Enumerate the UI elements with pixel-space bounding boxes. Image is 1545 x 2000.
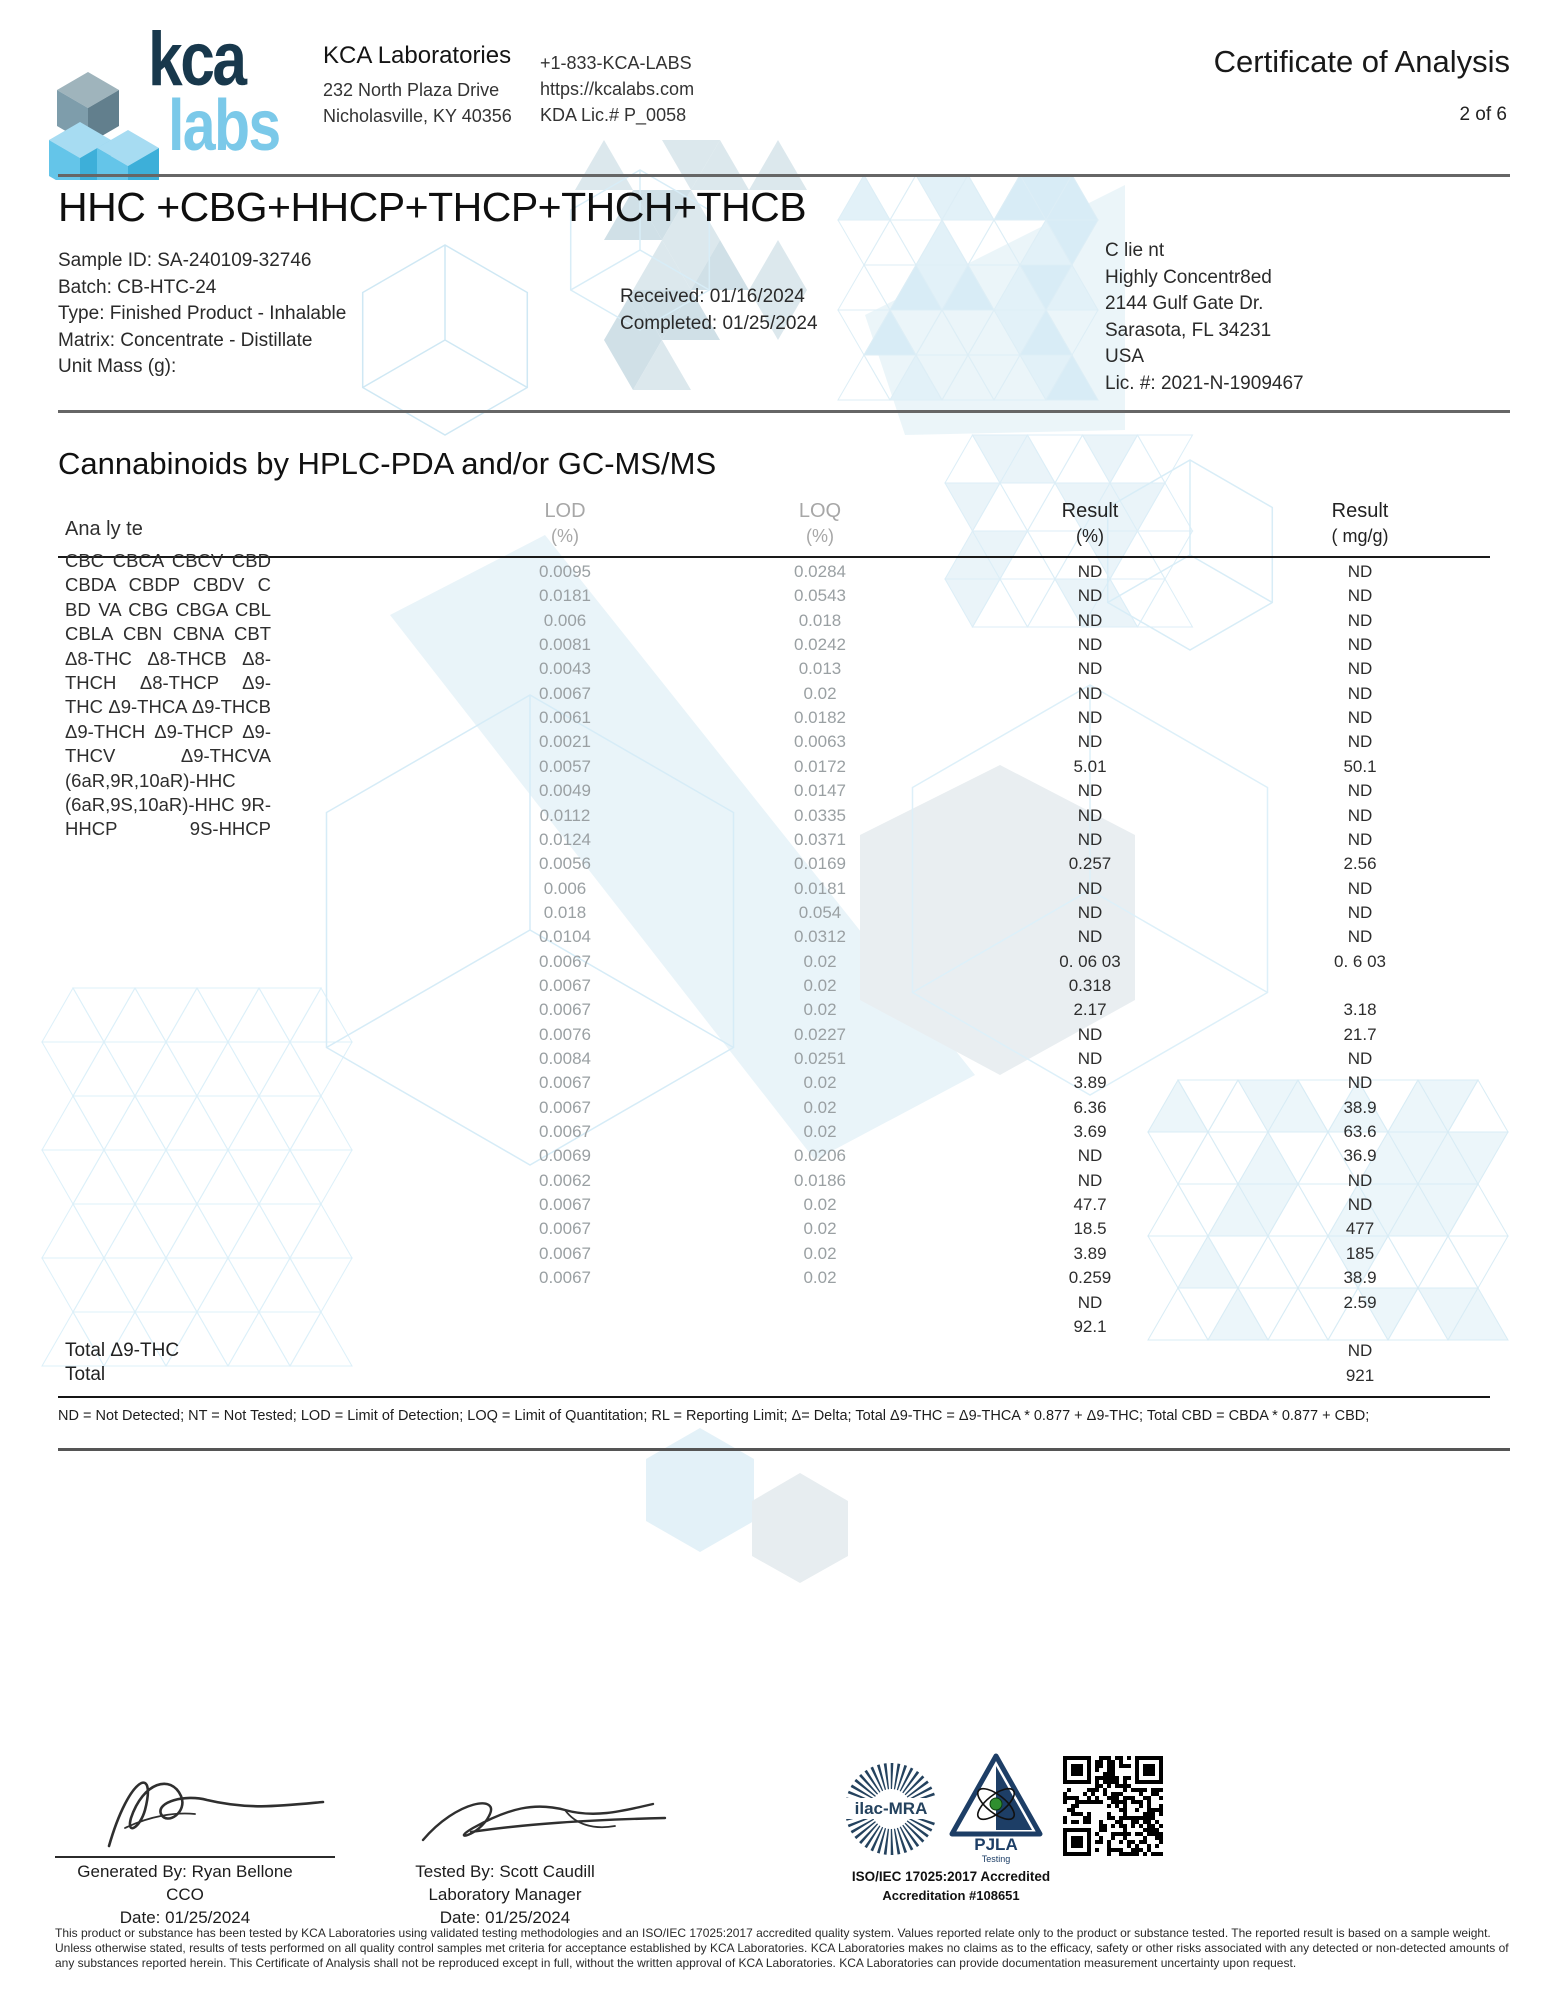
lod-value: 0.0076 [539, 1024, 591, 1044]
lod-value: 0.0095 [539, 562, 591, 581]
loq-value: 0.0172 [794, 756, 846, 776]
result-pct-value: 3.69 [1073, 1122, 1107, 1142]
result-pct-value: ND [1077, 1170, 1103, 1190]
lod-value: 0.0067 [539, 1243, 591, 1263]
loq-value: 0.02 [803, 1000, 837, 1020]
table-footnote: ND = Not Detected; NT = Not Tested; LOD = Limit of Detection; LOQ = Limit of Quantitation; RL = Reporting Limit; Δ= Delta; Total Δ9-THC = Δ9-THCA * 0.877 + Δ9-THC; Total CBD = CBDA * 0.877 + CBD; [58, 1408, 1370, 1424]
lod-value: 0.0021 [539, 732, 591, 752]
lod-value: 0.0061 [539, 708, 591, 728]
lod-column-unit: (%) [551, 526, 579, 546]
loq-value: 0.02 [803, 683, 837, 703]
loq-value: 0.0063 [794, 732, 846, 752]
result-pct-value: ND [1077, 805, 1103, 825]
result-pct-value: ND [1077, 1146, 1103, 1166]
result-pct-column-header: Result [1061, 500, 1119, 522]
lod-value: 0.006 [543, 610, 587, 630]
lod-value: 0.0067 [539, 1268, 591, 1288]
loq-value: 0.0251 [794, 1049, 846, 1068]
section-title: Cannabinoids by HPLC-PDA and/or GC-MS/MS [58, 446, 717, 481]
result-mg-value: ND [1347, 902, 1373, 922]
result-pct-value: 5.01 [1073, 756, 1107, 776]
loq-value: 0.013 [798, 659, 842, 679]
received-date: Received: 01/16/2024 [620, 286, 805, 307]
loq-value: 0.054 [798, 902, 842, 922]
lod-value: 0.0067 [539, 683, 591, 703]
result-pct-value: ND [1077, 683, 1103, 703]
table-bottom-rule [58, 1396, 1490, 1398]
result-mg-value: 3.18 [1343, 1000, 1377, 1020]
lod-value: 0.0067 [539, 1122, 591, 1142]
loq-value: 0.0335 [794, 805, 846, 825]
loq-value: 0.0242 [794, 635, 846, 655]
loq-column-unit: (%) [806, 526, 834, 546]
result-pct-value: 0.318 [1068, 975, 1112, 995]
result-mg-value: ND [1347, 781, 1373, 801]
lod-value: 0.0081 [539, 635, 591, 655]
generated-signature [95, 1758, 330, 1856]
result-pct-value: ND [1077, 610, 1103, 630]
lod-value: 0.0067 [539, 975, 591, 995]
result-pct-value: ND [1077, 708, 1103, 728]
result-mg-value: ND [1347, 586, 1373, 606]
page-indicator: 2 of 6 [1459, 104, 1507, 125]
kca-logo-cubes-icon [28, 30, 160, 180]
client-name: Highly Concentr8ed [1105, 266, 1272, 288]
footnote-divider [58, 1448, 1510, 1451]
loq-value: 0.02 [803, 951, 837, 971]
lod-value: 0.0181 [539, 586, 591, 606]
result-mg-value: ND [1347, 1073, 1373, 1093]
lod-value: 0.0069 [539, 1146, 591, 1166]
lab-address-line1: 232 North Plaza Drive [323, 80, 500, 100]
lod-value: 0.0067 [539, 1219, 591, 1239]
lod-value: 0.0084 [539, 1049, 591, 1068]
loq-value: 0.02 [803, 1268, 837, 1288]
result-pct-value: 0. 06 03 [1059, 951, 1121, 971]
sample-info-block [58, 248, 346, 381]
result-mg-value: 36.9 [1343, 1146, 1377, 1166]
dates-block [620, 284, 818, 337]
result-mg-value: ND [1347, 659, 1373, 679]
lod-value: 0.0067 [539, 951, 591, 971]
result-mg-value: ND [1347, 708, 1373, 728]
result-mg-value: ND [1347, 683, 1373, 703]
result-pct-column-unit: (%) [1076, 526, 1104, 546]
result-pct-value: ND [1077, 562, 1103, 581]
result-mg-value: ND [1347, 1049, 1373, 1068]
analyte-list: CBC CBCA CBCV CBD CBDA CBDP CBDV C BD VA CBG CBGA CBL CBLA CBN CBNA CBT Δ8-THC Δ8-THCB Δ8-THCH Δ8-THCP Δ9-THC Δ9-THCA Δ9-THCB Δ9-THCH Δ9-THCP Δ9-THCV Δ9-THCVA (6aR,9R,10aR)-HHC (6aR,9S,10aR)-HHC 9R-HHCP 9S-HHCP [65, 550, 271, 840]
loq-value: 0.0181 [794, 878, 846, 898]
result-pct-value: 47.7 [1073, 1195, 1107, 1215]
loq-column-header: LOQ [798, 500, 842, 522]
header-divider [58, 174, 1510, 177]
loq-value: 0.018 [798, 610, 842, 630]
result-pct-value: ND [1077, 586, 1103, 606]
result-mg-value: ND [1347, 562, 1373, 581]
result-pct-value: ND [1077, 732, 1103, 752]
client-license: Lic. #: 2021-N-1909467 [1105, 372, 1304, 394]
result-mg-value: 2.56 [1343, 854, 1377, 874]
result-mg-value: ND [1347, 732, 1373, 752]
result-pct-value: ND [1077, 635, 1103, 655]
lab-info-block [323, 42, 512, 129]
loq-value: 0.0186 [794, 1170, 846, 1190]
result-mg-value: ND [1347, 878, 1373, 898]
sample-divider [58, 410, 1510, 413]
result-mg-value: ND [1347, 610, 1373, 630]
result-mg-value: 921 [1345, 1365, 1375, 1385]
result-pct-value: 2.17 [1073, 1000, 1107, 1020]
result-mg-value: ND [1347, 829, 1373, 849]
lod-value: 0.0067 [539, 1097, 591, 1117]
lod-value: 0.0067 [539, 1195, 591, 1215]
result-mg-value: ND [1347, 1195, 1373, 1215]
client-label: C lie nt [1105, 240, 1165, 261]
result-mg-value: 21.7 [1343, 1024, 1377, 1044]
result-pct-value: ND [1077, 829, 1103, 849]
result-pct-value: 0.257 [1068, 854, 1112, 874]
generated-signature-line [55, 1856, 335, 1858]
result-pct-value: ND [1077, 878, 1103, 898]
loq-value: 0.02 [803, 975, 837, 995]
logo-wordmark-labs: labs [168, 86, 280, 166]
result-mg-value: 50.1 [1343, 756, 1377, 776]
lod-value: 0.0112 [539, 805, 591, 825]
result-pct-value: ND [1077, 927, 1103, 947]
lod-column-header: LOD [544, 500, 586, 522]
tested-date: Date: 01/25/2024 [439, 1908, 571, 1927]
lab-kda-license: KDA Lic.# P_0058 [540, 105, 687, 125]
loq-value: 0.02 [803, 1073, 837, 1093]
disclaimer-text: This product or substance has been tested by KCA Laboratories using validated testing methodologies and an ISO/IEC 17025:2017 accredited quality system. Values reported relate only to the product or substance tested. The reported result is based on a sample weight. Unless otherwise stated, results of tests performed on all quality control samples met criteria for acceptance established by KCA Laboratories. KCA Laboratories makes no claims as to the efficacy, safety or other risks associated with any detected or non-detected amounts of any substances reported herein. This Certificate of Analysis shall not be reproduced except in full, without the written approval of KCA Laboratories. KCA Laboratories can provide documentation measurement uncertainty upon request. [55, 1926, 1509, 1971]
loq-value: 0.02 [803, 1195, 837, 1215]
product-title: HHC +CBG+HHCP+THCP+THCH+THCB [58, 184, 807, 230]
result-mg-value: 477 [1345, 1219, 1375, 1239]
loq-value: 0.0206 [794, 1146, 846, 1166]
loq-value: 0.02 [803, 1097, 837, 1117]
lod-value: 0.0043 [539, 659, 591, 679]
result-pct-value: 3.89 [1073, 1073, 1107, 1093]
tested-signature [415, 1778, 690, 1858]
qr-code [1062, 1755, 1164, 1857]
client-address2: Sarasota, FL 34231 [1105, 319, 1272, 341]
loq-value: 0.02 [803, 1122, 837, 1142]
loq-value: 0.0169 [794, 854, 846, 874]
result-pct-value: ND [1077, 659, 1103, 679]
lod-value: 0.0057 [539, 756, 591, 776]
result-mg-value: 0. 6 03 [1334, 951, 1386, 971]
result-pct-value: 6.36 [1073, 1097, 1107, 1117]
lab-contact-block [540, 50, 694, 128]
result-mg-value: 38.9 [1343, 1268, 1377, 1288]
lab-website: https://kcalabs.com [540, 79, 695, 99]
lab-address-line2: Nicholasville, KY 40356 [323, 106, 512, 126]
total-d9thc-label: Total Δ9-THC [65, 1340, 180, 1361]
sample-type: Type: Finished Product - Inhalable [58, 303, 347, 324]
generated-by: Generated By: Ryan Bellone [77, 1862, 293, 1881]
sample-id: Sample ID: SA-240109-32746 [58, 250, 312, 271]
result-mg-value: 63.6 [1343, 1122, 1377, 1142]
loq-value: 0.02 [803, 1219, 837, 1239]
lod-value: 0.006 [543, 878, 587, 898]
loq-value: 0.0284 [794, 562, 846, 581]
result-pct-value: 92.1 [1073, 1316, 1107, 1336]
lod-value: 0.0062 [539, 1170, 591, 1190]
lab-name: KCA Laboratories [323, 42, 512, 69]
sample-unit-mass: Unit Mass (g): [58, 356, 177, 377]
result-mg-value: 38.9 [1343, 1097, 1377, 1117]
lod-value: 0.0104 [539, 927, 591, 947]
loq-value: 0.0227 [794, 1024, 846, 1044]
loq-value: 0.0543 [794, 586, 846, 606]
iso-accredited-line: ISO/IEC 17025:2017 Accredited [851, 1869, 1051, 1884]
tested-title: Laboratory Manager [428, 1885, 582, 1904]
loq-value: 0.0182 [794, 708, 846, 728]
analyte-column-header: Ana ly te [65, 518, 143, 540]
lab-phone: +1-833-KCA-LABS [540, 53, 692, 73]
document-title: Certificate of Analysis [1213, 44, 1510, 79]
result-mg-value: 2.59 [1343, 1292, 1377, 1312]
logo-wordmark-kca: kca [148, 17, 245, 102]
loq-value: 0.02 [803, 1243, 837, 1263]
generated-date: Date: 01/25/2024 [119, 1908, 251, 1927]
loq-value: 0.0371 [794, 829, 846, 849]
sample-matrix: Matrix: Concentrate - Distillate [58, 329, 313, 351]
lod-value: 0.0067 [539, 1073, 591, 1093]
completed-date: Completed: 01/25/2024 [620, 312, 818, 334]
pjla-sub-label: Testing [981, 1854, 1011, 1864]
result-mg-value: ND [1347, 805, 1373, 825]
result-mg-column-unit: ( mg/g) [1331, 526, 1389, 546]
total-label: Total [65, 1364, 106, 1385]
accreditation-number-line: Accreditation #108651 [882, 1888, 1020, 1903]
result-pct-value: ND [1077, 1292, 1103, 1312]
client-block [1105, 238, 1304, 397]
tested-by: Tested By: Scott Caudill [415, 1862, 595, 1881]
lod-value: 0.018 [543, 902, 587, 922]
loq-value: 0.0147 [794, 781, 846, 801]
table-header-rule [58, 556, 1490, 558]
pjla-logo [948, 1752, 1044, 1866]
result-pct-value: 3.89 [1073, 1243, 1107, 1263]
result-mg-value: ND [1347, 1341, 1373, 1361]
result-mg-value: 185 [1345, 1243, 1375, 1263]
result-pct-value: 0.259 [1068, 1268, 1112, 1288]
client-address1: 2144 Gulf Gate Dr. [1105, 293, 1264, 314]
pjla-label: PJLA [974, 1835, 1018, 1854]
result-pct-value: 18.5 [1073, 1219, 1107, 1239]
lod-value: 0.0067 [539, 1000, 591, 1020]
result-pct-value: ND [1077, 781, 1103, 801]
ilac-mra-label: ilac-MRA [854, 1799, 928, 1818]
result-mg-value: ND [1347, 635, 1373, 655]
client-country: USA [1105, 346, 1145, 367]
sample-batch: Batch: CB-HTC-24 [58, 276, 217, 298]
generated-title: CCO [166, 1885, 204, 1904]
lod-value: 0.0056 [539, 854, 591, 874]
loq-value: 0.0312 [794, 927, 846, 947]
result-pct-value: ND [1077, 902, 1103, 922]
result-mg-value: ND [1347, 927, 1373, 947]
lod-value: 0.0049 [539, 781, 591, 801]
result-pct-value: ND [1077, 1049, 1103, 1068]
ilac-mra-logo [840, 1758, 942, 1860]
result-mg-column-header: Result [1331, 500, 1389, 522]
lod-value: 0.0124 [539, 829, 591, 849]
result-pct-value: ND [1077, 1024, 1103, 1044]
result-mg-value: ND [1347, 1170, 1373, 1190]
